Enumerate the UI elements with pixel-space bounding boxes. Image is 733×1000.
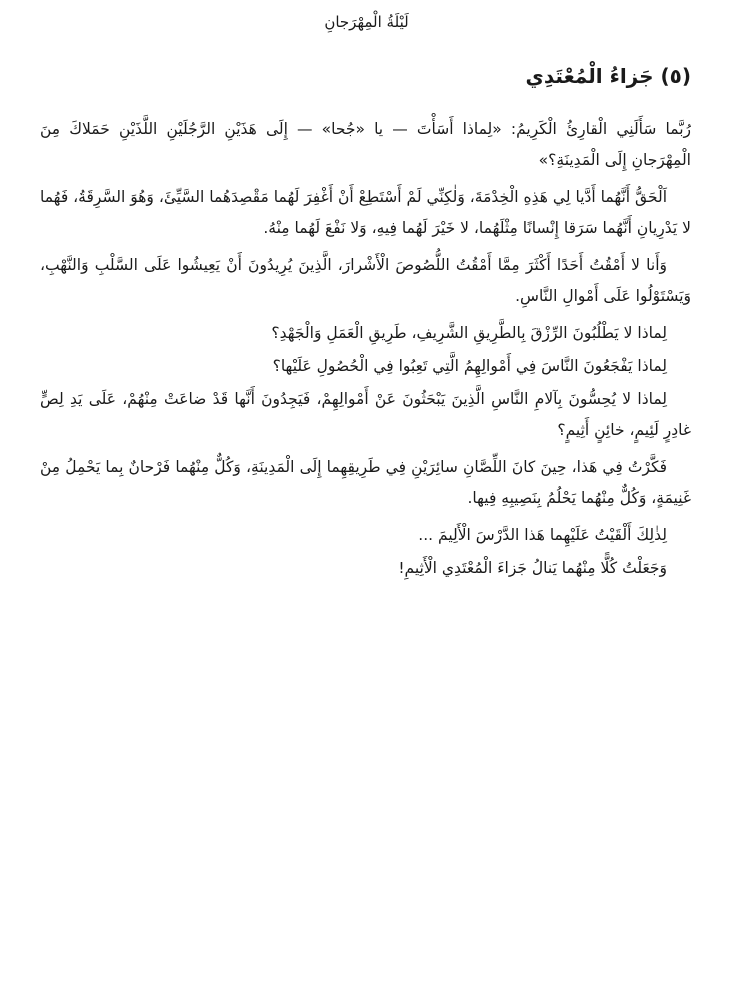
paragraph: لِماذا لا يُحِسُّونَ بِآلامِ النَّاسِ الَّذِينَ يَبْحَثُونَ عَنْ أَمْوالِهِمْ، فَيَجِدُونَ أَنَّها قَدْ ضاعَتْ مِنْهُمْ، عَلَى يَدِ لِصٍّ غادِرٍ لَئِيمٍ، خائِنٍ أَثِيمٍ؟: [40, 390, 691, 439]
paragraph: رُبَّما سَأَلَنِي الْقارِئُ الْكَرِيمُ: «لِماذا أَسَأْتَ — يا «جُحا» — إِلَى هَذَيْنِ الرَّجُلَيْنِ اللَّذَيْنِ حَمَلاكَ مِنَ الْمِهْرَجانِ إِلَى الْمَدِينَةِ؟»: [40, 120, 691, 169]
paragraph: وَأَنا لا أَمْقُتُ أَحَدًا أَكْثَرَ مِمَّا أَمْقُتُ اللُّصُوصَ الْأَشْرارَ، الَّذِينَ يُرِيدُونَ أَنْ يَعِيشُوا عَلَى السَّلْبِ وَالنَّهْبِ، وَيَسْتَوْلُوا عَلَى أَمْوالِ النَّاسِ.: [40, 256, 691, 305]
paragraph: لِذٰلِكَ أَلْقَيْتُ عَلَيْهِما هَذا الدَّرْسَ الْأَلِيمَ ...: [418, 526, 667, 544]
running-header: لَيْلَةُ الْمِهْرَجانِ: [324, 13, 409, 31]
paragraph: اَلْحَقُّ أَنَّهُما أَدَّيا لِي هَذِهِ الْخِدْمَةَ، وَلٰكِنِّي لَمْ أَسْتَطِعْ أَنْ أَغْفِرَ لَهُما مَقْصِدَهُما السَّيِّئَ، وَهُوَ السَّرِقَةُ، فَهُما لا يَدْرِيانِ أَنَّهُما سَرَقا إِنْسانًا مِثْلَهُما، لا خَيْرَ لَهُما فِيهِ، وَلا نَفْعَ لَهُما مِنْهُ.: [40, 188, 691, 237]
paragraph: فَكَّرْتُ فِي هَذا، حِينَ كانَ اللِّصَّانِ سائِرَيْنِ فِي طَرِيقِهِما إِلَى الْمَدِينَةِ، وَكُلٌّ مِنْهُما فَرْحانٌ بِما يَحْمِلُ مِنْ غَنِيمَةٍ، وَكُلٌّ مِنْهُما يَحْلُمُ بِنَصِيبِهِ فِيها.: [40, 458, 691, 507]
paragraph: وَجَعَلْتُ كُلًّا مِنْهُما يَنالُ جَزاءَ الْمُعْتَدِي الْأَثِيمِ!: [398, 559, 667, 577]
chapter-title: (٥) جَزاءُ الْمُعْتَدِي: [525, 64, 691, 88]
paragraph: لِماذا لا يَطْلُبُونَ الرِّزْقَ بِالطَّرِيقِ الشَّرِيفِ، طَرِيقِ الْعَمَلِ وَالْجَهْدِ؟: [271, 324, 667, 342]
paragraph: لِماذا يَفْجَعُونَ النَّاسَ فِي أَمْوالِهِمُ الَّتِي تَعِبُوا فِي الْحُصُولِ عَلَيْها؟: [272, 357, 667, 375]
chapter-body: [40, 114, 691, 586]
